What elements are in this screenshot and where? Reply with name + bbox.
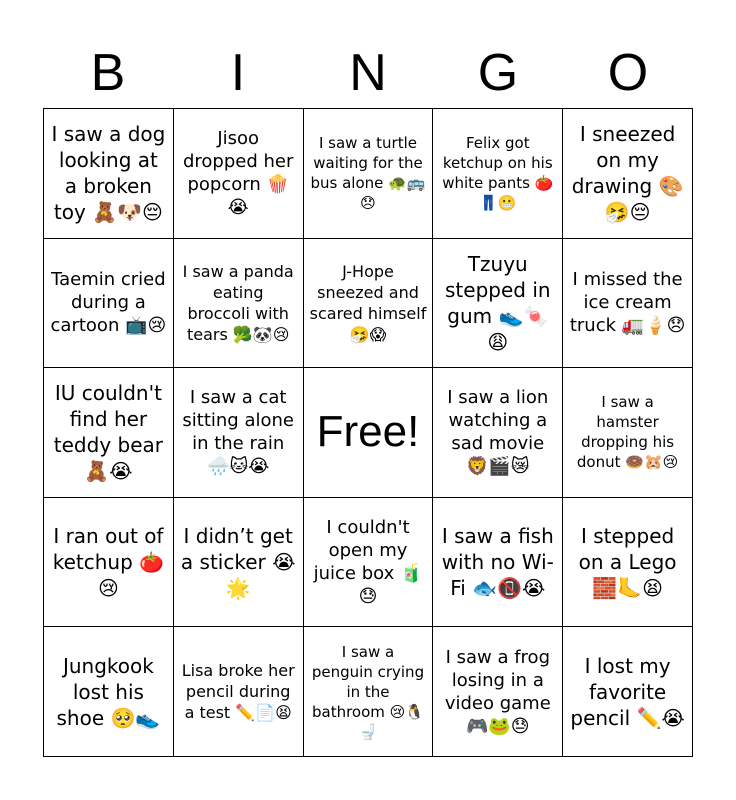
cell-text: I saw a fish with no Wi-Fi 🐟📵😭 (441, 524, 554, 601)
free-space-label: Free! (316, 407, 420, 457)
bingo-cell-5-2[interactable] (174, 627, 304, 757)
cell-text: J-Hope sneezed and scared himself 🤧😱 (309, 261, 427, 344)
bingo-cell-5-1[interactable] (44, 627, 174, 757)
bingo-cell-4-4[interactable] (433, 498, 563, 628)
header-letter-n: N (349, 44, 387, 102)
cell-text: Lisa broke her pencil during a test ✏️📄😫 (181, 661, 295, 723)
cell-text: I saw a lion watching a sad movie 🦁🎬😿 (447, 387, 549, 478)
cell-text: Jungkook lost his shoe 🥺👟 (56, 653, 161, 730)
cell-text: I saw a penguin crying in the bathroom 😢🐧🚽 (311, 642, 425, 741)
bingo-cell-3-5[interactable] (563, 368, 693, 498)
cell-text: IU couldn't find her teddy bear 🧸😭 (53, 381, 163, 484)
cell-text: I stepped on a Lego 🧱🦶😫 (578, 524, 677, 601)
bingo-cell-2-3[interactable] (304, 239, 434, 369)
cell-text: I missed the ice cream truck 🚛🍦😞 (569, 269, 686, 337)
bingo-cell-5-3[interactable] (304, 627, 434, 757)
bingo-cell-2-4[interactable] (433, 239, 563, 369)
cell-text: I sneezed on my drawing 🎨🤧😔 (571, 122, 684, 225)
bingo-cell-4-5[interactable] (563, 498, 693, 628)
bingo-board (43, 108, 693, 757)
bingo-cell-3-4[interactable] (433, 368, 563, 498)
cell-text: Jisoo dropped her popcorn 🍿😭 (182, 128, 294, 219)
bingo-cell-4-3[interactable] (304, 498, 434, 628)
bingo-cell-2-2[interactable] (174, 239, 304, 369)
cell-text: I didn’t get a sticker 😭🌟 (180, 524, 296, 601)
cell-text: I ran out of ketchup 🍅😢 (52, 524, 165, 601)
cell-text: I saw a panda eating broccoli with tears 🥦🐼😢 (182, 261, 294, 344)
cell-text: Tzuyu stepped in gum 👟🍬😩 (445, 251, 551, 354)
bingo-cell-2-1[interactable] (44, 239, 174, 369)
bingo-cell-5-5[interactable] (563, 627, 693, 757)
cell-text: I saw a hamster dropping his donut 🍩🐹😢 (576, 393, 679, 472)
header-letter-i: I (230, 44, 246, 102)
bingo-cell-1-2[interactable] (174, 109, 304, 239)
free-space-cell[interactable] (304, 368, 434, 498)
header-letter-o: O (607, 44, 649, 102)
cell-text: Felix got ketchup on his white pants 🍅👖😬 (442, 134, 554, 213)
header-letter-b: B (90, 44, 126, 102)
bingo-cell-3-1[interactable] (44, 368, 174, 498)
cell-text: Taemin cried during a cartoon 📺😢 (50, 269, 167, 337)
cell-text: I saw a cat sitting alone in the rain 🌧️🐱😭 (182, 387, 294, 478)
cell-text: I couldn't open my juice box 🧃😓 (313, 517, 423, 608)
bingo-cell-1-3[interactable] (304, 109, 434, 239)
bingo-cell-2-5[interactable] (563, 239, 693, 369)
cell-text: I lost my favorite pencil ✏️😭 (570, 653, 685, 730)
cell-text: I saw a frog losing in a video game 🎮🐸😓 (444, 646, 551, 737)
bingo-cell-1-4[interactable] (433, 109, 563, 239)
bingo-cell-5-4[interactable] (433, 627, 563, 757)
cell-text: I saw a turtle waiting for the bus alone 🐢🚌😞 (310, 134, 426, 213)
cell-text: I saw a dog looking at a broken toy 🧸🐶😔 (51, 122, 166, 225)
bingo-cell-4-2[interactable] (174, 498, 304, 628)
bingo-cell-4-1[interactable] (44, 498, 174, 628)
bingo-header (43, 40, 693, 106)
header-letter-g: G (477, 44, 519, 102)
bingo-cell-3-2[interactable] (174, 368, 304, 498)
bingo-cell-1-5[interactable] (563, 109, 693, 239)
bingo-cell-1-1[interactable] (44, 109, 174, 239)
